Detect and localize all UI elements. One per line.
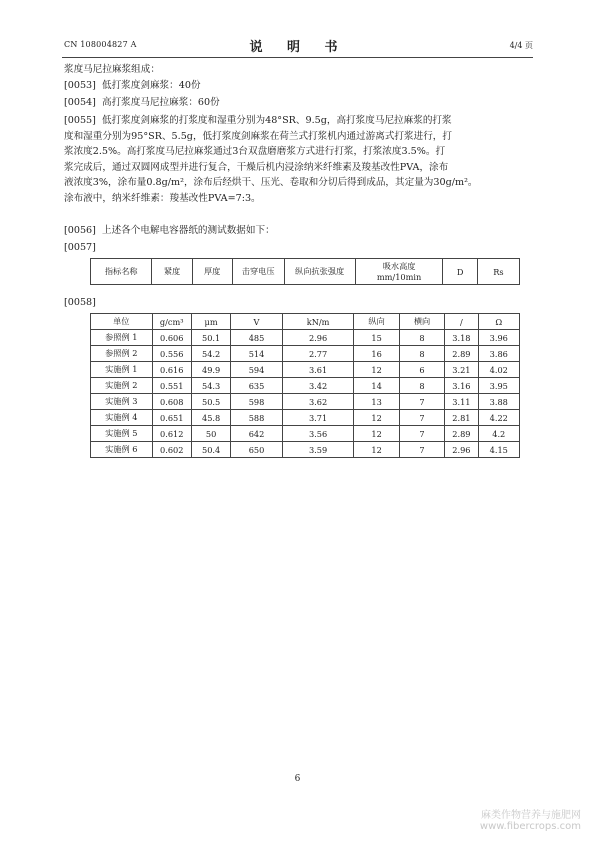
table-cell: 3.59 <box>282 442 354 458</box>
table-cell: 8 <box>399 378 444 394</box>
paragraph-text: 低打浆度剑麻浆：40份 <box>102 80 201 91</box>
paragraph-text: 度和湿重分别为95°SR、5.5g，低打浆度剑麻浆在荷兰式打浆机内通过游离式打浆进行，打 <box>64 130 452 142</box>
paragraph-text: 上述各个电解电容器纸的测试数据如下： <box>102 225 275 236</box>
unit-cell: Ω <box>478 314 519 330</box>
sample-name-cell: 参照例 1 <box>91 330 153 346</box>
table-cell: 4.02 <box>478 362 519 378</box>
table-cell: 7 <box>399 442 444 458</box>
water-absorption-label: 吸水高度 <box>382 261 416 271</box>
table-cell: 635 <box>231 378 282 394</box>
table-header-cell: D <box>443 259 477 285</box>
table-header-cell: 厚度 <box>192 259 232 285</box>
table-cell: 15 <box>354 330 399 346</box>
paragraph-text: 浆完成后，通过双圆网成型并进行复合，干燥后机内浸涂纳米纤维素及羧基改性PVA，涂布 <box>64 161 449 173</box>
table-cell: 598 <box>231 394 282 410</box>
table-cell: 4.2 <box>478 426 519 442</box>
table-cell: 54.2 <box>191 346 230 362</box>
table-cell: 3.21 <box>445 362 478 378</box>
test-data-table <box>90 313 520 458</box>
table-cell: 50.1 <box>191 330 230 346</box>
water-absorption-unit: mm/10min <box>376 272 422 282</box>
unit-cell: g/cm³ <box>152 314 191 330</box>
unit-cell: kN/m <box>282 314 354 330</box>
watermark <box>480 806 581 832</box>
table-cell: 485 <box>231 330 282 346</box>
table-row <box>91 362 520 378</box>
paragraph-tag: [0058] <box>64 297 96 308</box>
table-row <box>91 426 520 442</box>
table-cell: 0.556 <box>152 346 191 362</box>
table-cell: 0.606 <box>152 330 191 346</box>
paragraph-text: 液浓度3%，涂布量0.8g/m²，涂布后经烘干、压光、卷取和分切后得到成品，其定量为30g/m²。 <box>64 177 478 189</box>
table-row <box>91 442 520 458</box>
paragraph-0057 <box>64 240 534 256</box>
unit-cell: 单位 <box>91 314 153 330</box>
table-cell: 594 <box>231 362 282 378</box>
table-cell: 12 <box>354 442 399 458</box>
unit-cell: V <box>231 314 282 330</box>
document-title: 说 明 书 <box>249 40 348 55</box>
table-cell: 3.16 <box>445 378 478 394</box>
table-cell: 54.3 <box>191 378 230 394</box>
table-cell: 7 <box>399 426 444 442</box>
table-cell: 3.42 <box>282 378 354 394</box>
watermark-line: www.fibercrops.com <box>479 821 581 832</box>
paragraph-tag: [0055] <box>64 115 96 126</box>
table-cell: 642 <box>231 426 282 442</box>
indicator-header-table <box>90 258 520 285</box>
table-cell: 4.15 <box>478 442 519 458</box>
table-cell: 7 <box>399 410 444 426</box>
table-row <box>91 394 520 410</box>
table-cell: 2.96 <box>282 330 354 346</box>
table-cell: 2.89 <box>445 426 478 442</box>
paragraph-tag: [0054] <box>64 97 96 108</box>
table-cell: 3.96 <box>478 330 519 346</box>
table-cell: 3.86 <box>478 346 519 362</box>
table-cell: 4.22 <box>478 410 519 426</box>
page-header <box>64 36 533 56</box>
table-cell: 8 <box>399 330 444 346</box>
table-cell: 12 <box>354 362 399 378</box>
table-cell: 3.62 <box>282 394 354 410</box>
table-cell: 16 <box>354 346 399 362</box>
sample-name-cell: 参照例 2 <box>91 346 153 362</box>
watermark-line: 麻类作物营养与施肥网 <box>481 810 581 821</box>
table-cell: 3.11 <box>445 394 478 410</box>
table-cell: 8 <box>399 346 444 362</box>
sample-name-cell: 实施例 1 <box>91 362 153 378</box>
table-cell: 50.4 <box>191 442 230 458</box>
table-cell: 3.61 <box>282 362 354 378</box>
paragraph-text: 浆浓度2.5%。高打浆度马尼拉麻浆通过3台双盘磨磨浆方式进行打浆，打浆浓度3.5%。打 <box>64 146 446 158</box>
patent-number: CN 108004827 A <box>64 40 137 49</box>
sample-name-cell: 实施例 2 <box>91 378 153 394</box>
paragraph-text: 涂布液中，纳米纤维素：羧基改性PVA=7:3。 <box>64 192 261 204</box>
table-cell: 50.5 <box>191 394 230 410</box>
paragraph-0055 <box>64 113 534 207</box>
table-header-cell: 纵向抗张强度 <box>284 259 355 285</box>
header-divider <box>62 57 533 58</box>
table-cell: 49.9 <box>191 362 230 378</box>
table-header-cell: Rs <box>477 259 519 285</box>
table-cell: 12 <box>354 410 399 426</box>
table-cell: 0.651 <box>152 410 191 426</box>
table-cell: 0.616 <box>152 362 191 378</box>
unit-cell: 横向 <box>399 314 444 330</box>
table-row <box>91 378 520 394</box>
table-cell: 2.89 <box>445 346 478 362</box>
table-row <box>91 410 520 426</box>
paragraph-intro <box>64 62 534 78</box>
table-cell: 2.77 <box>282 346 354 362</box>
paragraph-0058 <box>64 295 534 311</box>
table-unit-row <box>91 314 520 330</box>
table-cell: 0.608 <box>152 394 191 410</box>
table-row <box>91 330 520 346</box>
paragraph-text: 低打浆度剑麻浆的打浆度和湿重分别为48°SR、9.5g，高打浆度马尼拉麻浆的打浆 <box>102 115 452 126</box>
paragraph-tag: [0057] <box>64 242 96 253</box>
table-cell: 0.602 <box>152 442 191 458</box>
unit-cell: 纵向 <box>354 314 399 330</box>
sample-name-cell: 实施例 4 <box>91 410 153 426</box>
table-cell: 3.71 <box>282 410 354 426</box>
table-cell: 3.18 <box>445 330 478 346</box>
table-cell: 45.8 <box>191 410 230 426</box>
table-cell: 50 <box>191 426 230 442</box>
table-row <box>91 346 520 362</box>
table-header-cell: 指标名称 <box>91 259 152 285</box>
intro-text: 浆度马尼拉麻浆组成： <box>64 64 160 75</box>
unit-cell: / <box>445 314 478 330</box>
sample-name-cell: 实施例 3 <box>91 394 153 410</box>
table-cell: 7 <box>399 394 444 410</box>
table-cell: 14 <box>354 378 399 394</box>
table-cell: 650 <box>231 442 282 458</box>
sample-name-cell: 实施例 5 <box>91 426 153 442</box>
table-cell: 2.81 <box>445 410 478 426</box>
paragraph-tag: [0056] <box>64 225 96 236</box>
table-cell: 6 <box>399 362 444 378</box>
table-cell: 0.551 <box>152 378 191 394</box>
table-header-cell <box>355 259 443 285</box>
unit-cell: μm <box>191 314 230 330</box>
paragraph-0053 <box>64 78 534 94</box>
table-cell: 0.612 <box>152 426 191 442</box>
table-header-cell: 紧度 <box>152 259 192 285</box>
table-cell: 12 <box>354 426 399 442</box>
table-cell: 514 <box>231 346 282 362</box>
table-cell: 2.96 <box>445 442 478 458</box>
paragraph-tag: [0053] <box>64 80 96 91</box>
table-cell: 3.88 <box>478 394 519 410</box>
table-header-cell: 击穿电压 <box>232 259 284 285</box>
paragraph-0054 <box>64 95 534 111</box>
table-cell: 13 <box>354 394 399 410</box>
page-count: 4/4 页 <box>509 41 533 50</box>
page-number: 6 <box>294 774 301 784</box>
table-cell: 588 <box>231 410 282 426</box>
paragraph-0056 <box>64 223 534 239</box>
sample-name-cell: 实施例 6 <box>91 442 153 458</box>
table-row <box>91 259 520 285</box>
table-cell: 3.95 <box>478 378 519 394</box>
paragraph-text: 高打浆度马尼拉麻浆：60份 <box>102 97 220 108</box>
table-cell: 3.56 <box>282 426 354 442</box>
